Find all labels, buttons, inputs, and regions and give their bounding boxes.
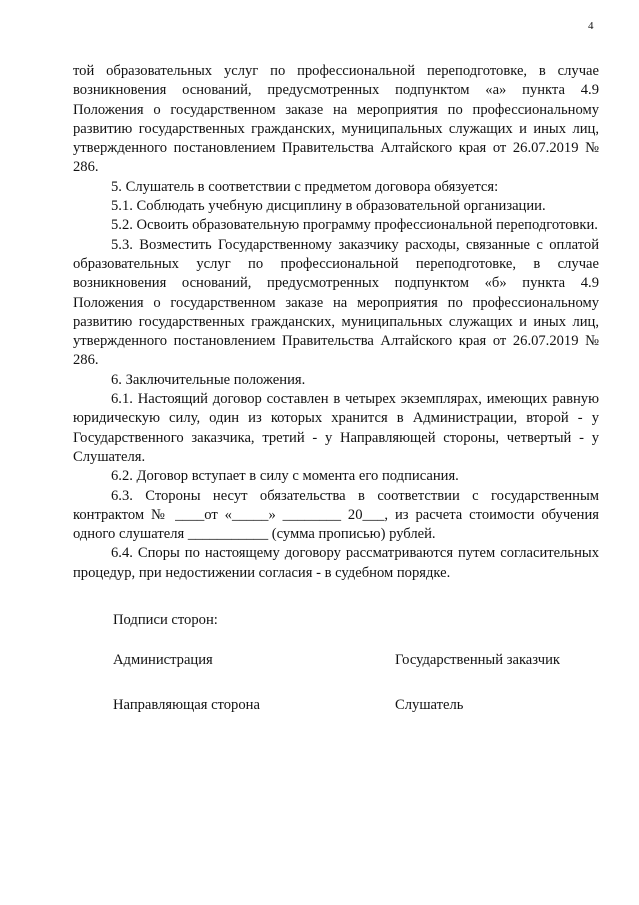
signatures-header: Подписи сторон: (113, 612, 218, 628)
signature-student: Слушатель (395, 697, 464, 713)
paragraph-6-3: 6.3. Стороны несут обязательства в соответствии с государственным контрактом № ____от «_____» ________ 20___, из расчета стоимости обучения одного слушателя ___________ (сумма прописью) рублей. (73, 487, 599, 543)
signature-sending-party: Направляющая сторона (113, 697, 260, 713)
paragraph-5: 5. Слушатель в соответствии с предметом договора обязуется: (111, 178, 499, 195)
paragraph-5-3: 5.3. Возместить Государственному заказчику расходы, связанные с оплатой образовательных услуг по профессиональной переподготовке, в случае возникновения оснований, предусмотренных подпунктом «б» пункта 4.9 Положения о государственном заказе на мероприятия по профессиональному развитию государственных гражданских, муниципальных служащих и иных лиц, утвержденного постановлением Правительства Алтайского края от 26.07.2019 № 286. (73, 236, 599, 369)
paragraph-6-2: 6.2. Договор вступает в силу с момента его подписания. (111, 468, 459, 485)
paragraph-continuation: той образовательных услуг по профессиональной переподготовке, в случае возникновения оснований, предусмотренных подпунктом «а» пункта 4.9 Положения о государственном заказе на мероприятия по профессиональному развитию государственных гражданских, муниципальных служащих и иных лиц, утвержденного постановлением Правительства Алтайского края от 26.07.2019 № 286. (73, 63, 599, 176)
signature-administration: Администрация (113, 652, 213, 668)
page-number: 4 (588, 20, 594, 32)
paragraph-5-1: 5.1. Соблюдать учебную дисциплину в образовательной организации. (111, 198, 546, 215)
paragraph-6-1: 6.1. Настоящий договор составлен в четырех экземплярах, имеющих равную юридическую силу, один из которых хранится в Администрации, второй - у Государственного заказчика, третий - у Направляющей стороны, четвертый - у Слушателя. (73, 391, 599, 465)
paragraph-5-2: 5.2. Освоить образовательную программу профессиональной переподготовки. (111, 217, 598, 234)
paragraph-6-4: 6.4. Споры по настоящему договору рассматриваются путем согласительных процедур, при недостижении согласия - в судебном порядке. (73, 545, 599, 581)
signature-state-customer: Государственный заказчик (395, 652, 560, 668)
paragraph-6: 6. Заключительные положения. (111, 371, 306, 388)
document-body (73, 62, 599, 583)
